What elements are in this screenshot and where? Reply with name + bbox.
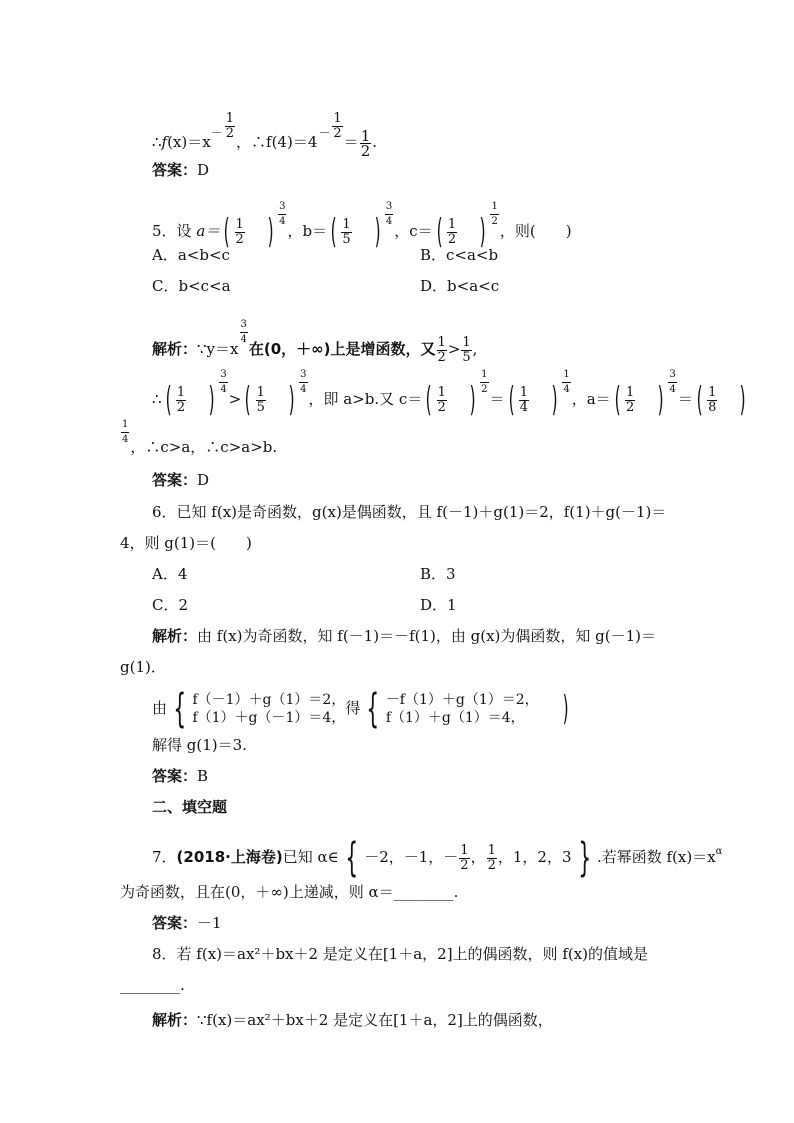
system-1 xyxy=(192,691,345,727)
sol5-text-2: 在(0，＋∞)上是增函数，又 xyxy=(248,340,436,358)
sol5-conclusion: ，∴c>a，∴c>a>b. xyxy=(130,438,278,456)
frac-half xyxy=(176,386,186,415)
answer-7 xyxy=(152,913,222,933)
paren-open: ( xyxy=(223,212,230,252)
solution-label: 解析： xyxy=(152,1011,198,1029)
frac-quarter xyxy=(519,386,529,415)
frac-half xyxy=(235,218,245,247)
frac-fifth xyxy=(341,218,351,247)
q6-option-b: B．3 xyxy=(420,565,456,583)
paren-close: ) xyxy=(562,689,569,729)
question-7-line-2: 为奇函数，且在(0，＋∞)上递减，则 α＝________. xyxy=(120,883,459,901)
q7-set-c: ，1，2，3 xyxy=(497,848,572,866)
frac-den: 8 xyxy=(708,399,717,415)
frac-num: 1 xyxy=(225,111,235,126)
answer-value: D xyxy=(197,161,210,179)
eq-sign: ＝ xyxy=(677,390,693,408)
comma: , xyxy=(472,340,478,358)
exp-1-2 xyxy=(480,368,488,397)
frac-den: 2 xyxy=(360,141,371,160)
text-f4: ，∴f(4)＝4 xyxy=(236,133,318,151)
paren-open: ( xyxy=(508,380,515,420)
question-5 xyxy=(152,200,572,252)
q6-option-d: D．1 xyxy=(420,596,457,614)
section-2-heading: 二、填空题 xyxy=(152,798,228,816)
frac-num: 1 xyxy=(176,384,186,400)
frac-num: 1 xyxy=(437,334,446,350)
exp-3-4 xyxy=(668,368,676,397)
exp-3-4 xyxy=(278,200,286,229)
exp-3-4 xyxy=(299,368,307,397)
sol8-text: ∵f(x)＝ax²＋bx＋2 是定义在[1＋a，2]上的偶函数， xyxy=(197,1011,553,1029)
q5-prefix: 5．设 xyxy=(152,222,197,240)
frac-den: 4 xyxy=(300,384,307,395)
frac-num: 1 xyxy=(625,384,635,400)
paren-open: ( xyxy=(244,380,251,420)
paren-close: ) xyxy=(479,212,486,252)
exp-3-4 xyxy=(385,200,393,229)
frac-den: 5 xyxy=(256,399,265,415)
paren-open: ( xyxy=(425,380,432,420)
q5-option-c: C．b<c<a xyxy=(152,277,231,295)
sol6-text: 由 f(x)为奇函数，知 f(－1)＝－f(1)，由 g(x)为偶函数，知 g(－1)＝ xyxy=(197,627,657,645)
frac-num: 1 xyxy=(447,216,457,232)
frac-num: 3 xyxy=(668,368,676,383)
alpha-exponent: α xyxy=(715,846,723,857)
frac-num: 1 xyxy=(360,126,371,145)
paren-close: ) xyxy=(740,380,747,420)
frac-num: 3 xyxy=(240,318,248,333)
q7-source: (2018·上海卷) xyxy=(176,848,283,866)
solution-label: 解析： xyxy=(152,340,198,358)
frac-num: 1 xyxy=(437,384,446,400)
question-6-line-1: 6．已知 f(x)是奇函数，g(x)是偶函数，且 f(－1)＋g(1)＝2，f(1)＋g(－1)＝ xyxy=(152,503,667,521)
frac-num: 3 xyxy=(385,200,393,215)
frac-den: 4 xyxy=(240,334,247,345)
frac-den: 2 xyxy=(625,399,635,415)
frac-den: 4 xyxy=(220,384,227,395)
frac-num: 1 xyxy=(490,200,498,215)
frac-num: 1 xyxy=(256,384,265,400)
sol5-text-3: ，即 a>b.又 c＝ xyxy=(308,390,423,408)
frac-den: 4 xyxy=(563,384,570,395)
solution-label: 解析： xyxy=(152,627,198,645)
frac-num: 3 xyxy=(299,368,307,383)
solution-5-line-2 xyxy=(152,368,750,420)
exp-3-4 xyxy=(240,318,248,347)
q5-option-a: A．a<b<c xyxy=(152,246,230,264)
text-fx: (x)＝x xyxy=(167,133,211,151)
frac-den: 4 xyxy=(279,216,286,227)
paren-close: ) xyxy=(374,212,381,252)
frac-half xyxy=(437,386,447,415)
answer-value: B xyxy=(197,767,209,785)
paren-open: ( xyxy=(165,380,172,420)
sol5-text-4: ，a＝ xyxy=(571,390,611,408)
frac-num: 1 xyxy=(460,842,469,858)
q7-set-a: －2，－1，－ xyxy=(364,848,459,866)
answer-6 xyxy=(152,766,208,786)
frac-den: 5 xyxy=(342,231,351,247)
frac-den: 2 xyxy=(225,126,235,141)
text-f: f xyxy=(161,133,168,151)
frac-den: 4 xyxy=(122,434,129,445)
frac-half xyxy=(459,844,469,873)
paren-close: ) xyxy=(288,380,295,420)
frac-den: 2 xyxy=(437,349,446,365)
answer-1 xyxy=(152,160,209,180)
solution-6-system xyxy=(152,686,572,732)
therefore-symbol: ∴ xyxy=(152,133,162,151)
exp-3-4 xyxy=(219,368,227,397)
frac-eighth xyxy=(707,386,717,415)
frac-den: 2 xyxy=(333,126,342,141)
frac-half xyxy=(625,386,635,415)
system-2-row-2: f（1）＋g（1）＝4， xyxy=(385,710,525,726)
q7-text-2: .若幂函数 f(x)＝x xyxy=(596,848,716,866)
q5-c: ，c＝ xyxy=(394,222,433,240)
q5-option-b: B．c<a<b xyxy=(420,246,499,264)
frac-num: 1 xyxy=(487,842,496,858)
system-1-row-2: f（1）＋g（－1）＝4， xyxy=(192,710,346,726)
frac-den: 4 xyxy=(519,399,529,415)
frac-num: 1 xyxy=(708,384,717,400)
frac-half xyxy=(487,844,497,873)
answer-5 xyxy=(152,470,209,490)
frac-num: 1 xyxy=(342,216,351,232)
frac-den: 2 xyxy=(481,384,488,395)
result-half xyxy=(360,126,372,160)
exp-1-4 xyxy=(121,418,129,447)
answer-value: D xyxy=(197,471,210,489)
exp-minus-2: － xyxy=(318,126,331,140)
answer-label: 答案： xyxy=(152,161,198,179)
frac-num: 1 xyxy=(562,368,570,383)
gt-sign: > xyxy=(228,390,242,408)
solution-8-line-1 xyxy=(152,1010,553,1030)
question-8-line-1: 8．若 f(x)＝ax²＋bx＋2 是定义在[1＋a，2]上的偶函数，则 f(x)的值域是 xyxy=(152,945,649,963)
question-7-line-1 xyxy=(152,835,723,881)
paren-close: ) xyxy=(657,380,664,420)
q5-b: ，b＝ xyxy=(287,222,328,240)
frac-num: 3 xyxy=(278,200,286,215)
frac-den: 5 xyxy=(462,349,471,365)
answer-label: 答案： xyxy=(152,471,198,489)
exp-frac-3 xyxy=(332,112,342,141)
frac-den: 2 xyxy=(447,231,457,247)
gt-sign: > xyxy=(447,340,461,358)
frac-den: 4 xyxy=(385,216,393,227)
frac-num: 1 xyxy=(519,384,529,400)
q5-option-d: D．b<a<c xyxy=(420,277,500,295)
frac-den: 2 xyxy=(491,216,498,227)
q7-set-b: ， xyxy=(470,848,486,866)
exp-minus: － xyxy=(210,126,223,140)
frac-num: 1 xyxy=(235,216,244,232)
frac-num: 1 xyxy=(480,368,488,383)
exp-frac-2 xyxy=(318,125,330,140)
paren-open: ( xyxy=(614,380,621,420)
question-6-line-2: 4，则 g(1)＝( ) xyxy=(120,534,252,552)
paren-open: ( xyxy=(436,212,443,252)
frac-den: 2 xyxy=(235,231,244,247)
frac-fifth xyxy=(256,386,266,415)
system-1-row-1: f（－1）＋g（1）＝2， xyxy=(192,692,346,708)
answer-label: 答案： xyxy=(152,767,198,785)
sol5-text-1: ∵y＝x xyxy=(197,340,239,358)
question-8-line-2: ________. xyxy=(120,976,185,994)
left-brace: { xyxy=(345,835,358,881)
q7-number: 7． xyxy=(152,848,177,866)
paren-open: ( xyxy=(330,212,337,252)
q6-option-a: A．4 xyxy=(152,565,188,583)
frac-den: 2 xyxy=(437,399,446,415)
solution-6-line-2: g(1)． xyxy=(120,658,166,676)
paren-close: ) xyxy=(208,380,215,420)
answer-label: 答案： xyxy=(152,914,198,932)
sys-prefix: 由 xyxy=(152,699,168,717)
paren-close: ) xyxy=(469,380,476,420)
q5-a: a＝ xyxy=(196,222,221,240)
sys-mid: 得 xyxy=(345,699,361,717)
frac-den: 2 xyxy=(176,399,186,415)
solution-6-result: 解得 g(1)＝3. xyxy=(152,736,247,754)
exp-1-4 xyxy=(562,368,570,397)
q5-end: ，则( ) xyxy=(499,222,572,240)
frac-den: 2 xyxy=(487,857,496,873)
therefore-symbol: ∴ xyxy=(152,390,162,408)
exp-1-2 xyxy=(490,200,498,229)
text-eq: ＝ xyxy=(343,133,359,151)
line-1: ∴f(x)＝x－ $\frac{1}{2}$ ，∴f(4)＝4－ $\frac{1}{2}$ ＝ $\frac{1}{2}$ . xyxy=(152,111,378,160)
eq-sign: ＝ xyxy=(489,390,505,408)
q6-option-c: C．2 xyxy=(152,596,189,614)
system-2-row-1: －f（1）＋g（1）＝2， xyxy=(385,692,539,708)
left-brace: { xyxy=(173,686,187,732)
frac-num: 1 xyxy=(462,334,471,350)
frac-den: 4 xyxy=(669,384,676,395)
system-2 xyxy=(386,691,539,727)
frac-half xyxy=(437,336,447,365)
exponent-neg-half xyxy=(211,125,223,140)
answer-value: －1 xyxy=(197,914,222,932)
exp-frac-1 xyxy=(225,112,235,141)
frac-num: 1 xyxy=(121,418,129,433)
frac-half xyxy=(447,218,457,247)
paren-close: ) xyxy=(267,212,274,252)
paren-close: ) xyxy=(551,380,558,420)
frac-num: 1 xyxy=(333,111,342,126)
q7-text-1: 已知 α∈ xyxy=(282,848,339,866)
solution-5-line-1 xyxy=(152,318,477,365)
frac-num: 3 xyxy=(219,368,227,383)
solution-6-line-1 xyxy=(152,626,656,646)
paren-open: ( xyxy=(696,380,703,420)
frac-den: 2 xyxy=(460,857,469,873)
right-brace: } xyxy=(577,835,591,881)
frac-fifth xyxy=(461,336,471,365)
left-brace: { xyxy=(366,686,380,732)
solution-5-line-3 xyxy=(120,418,277,457)
